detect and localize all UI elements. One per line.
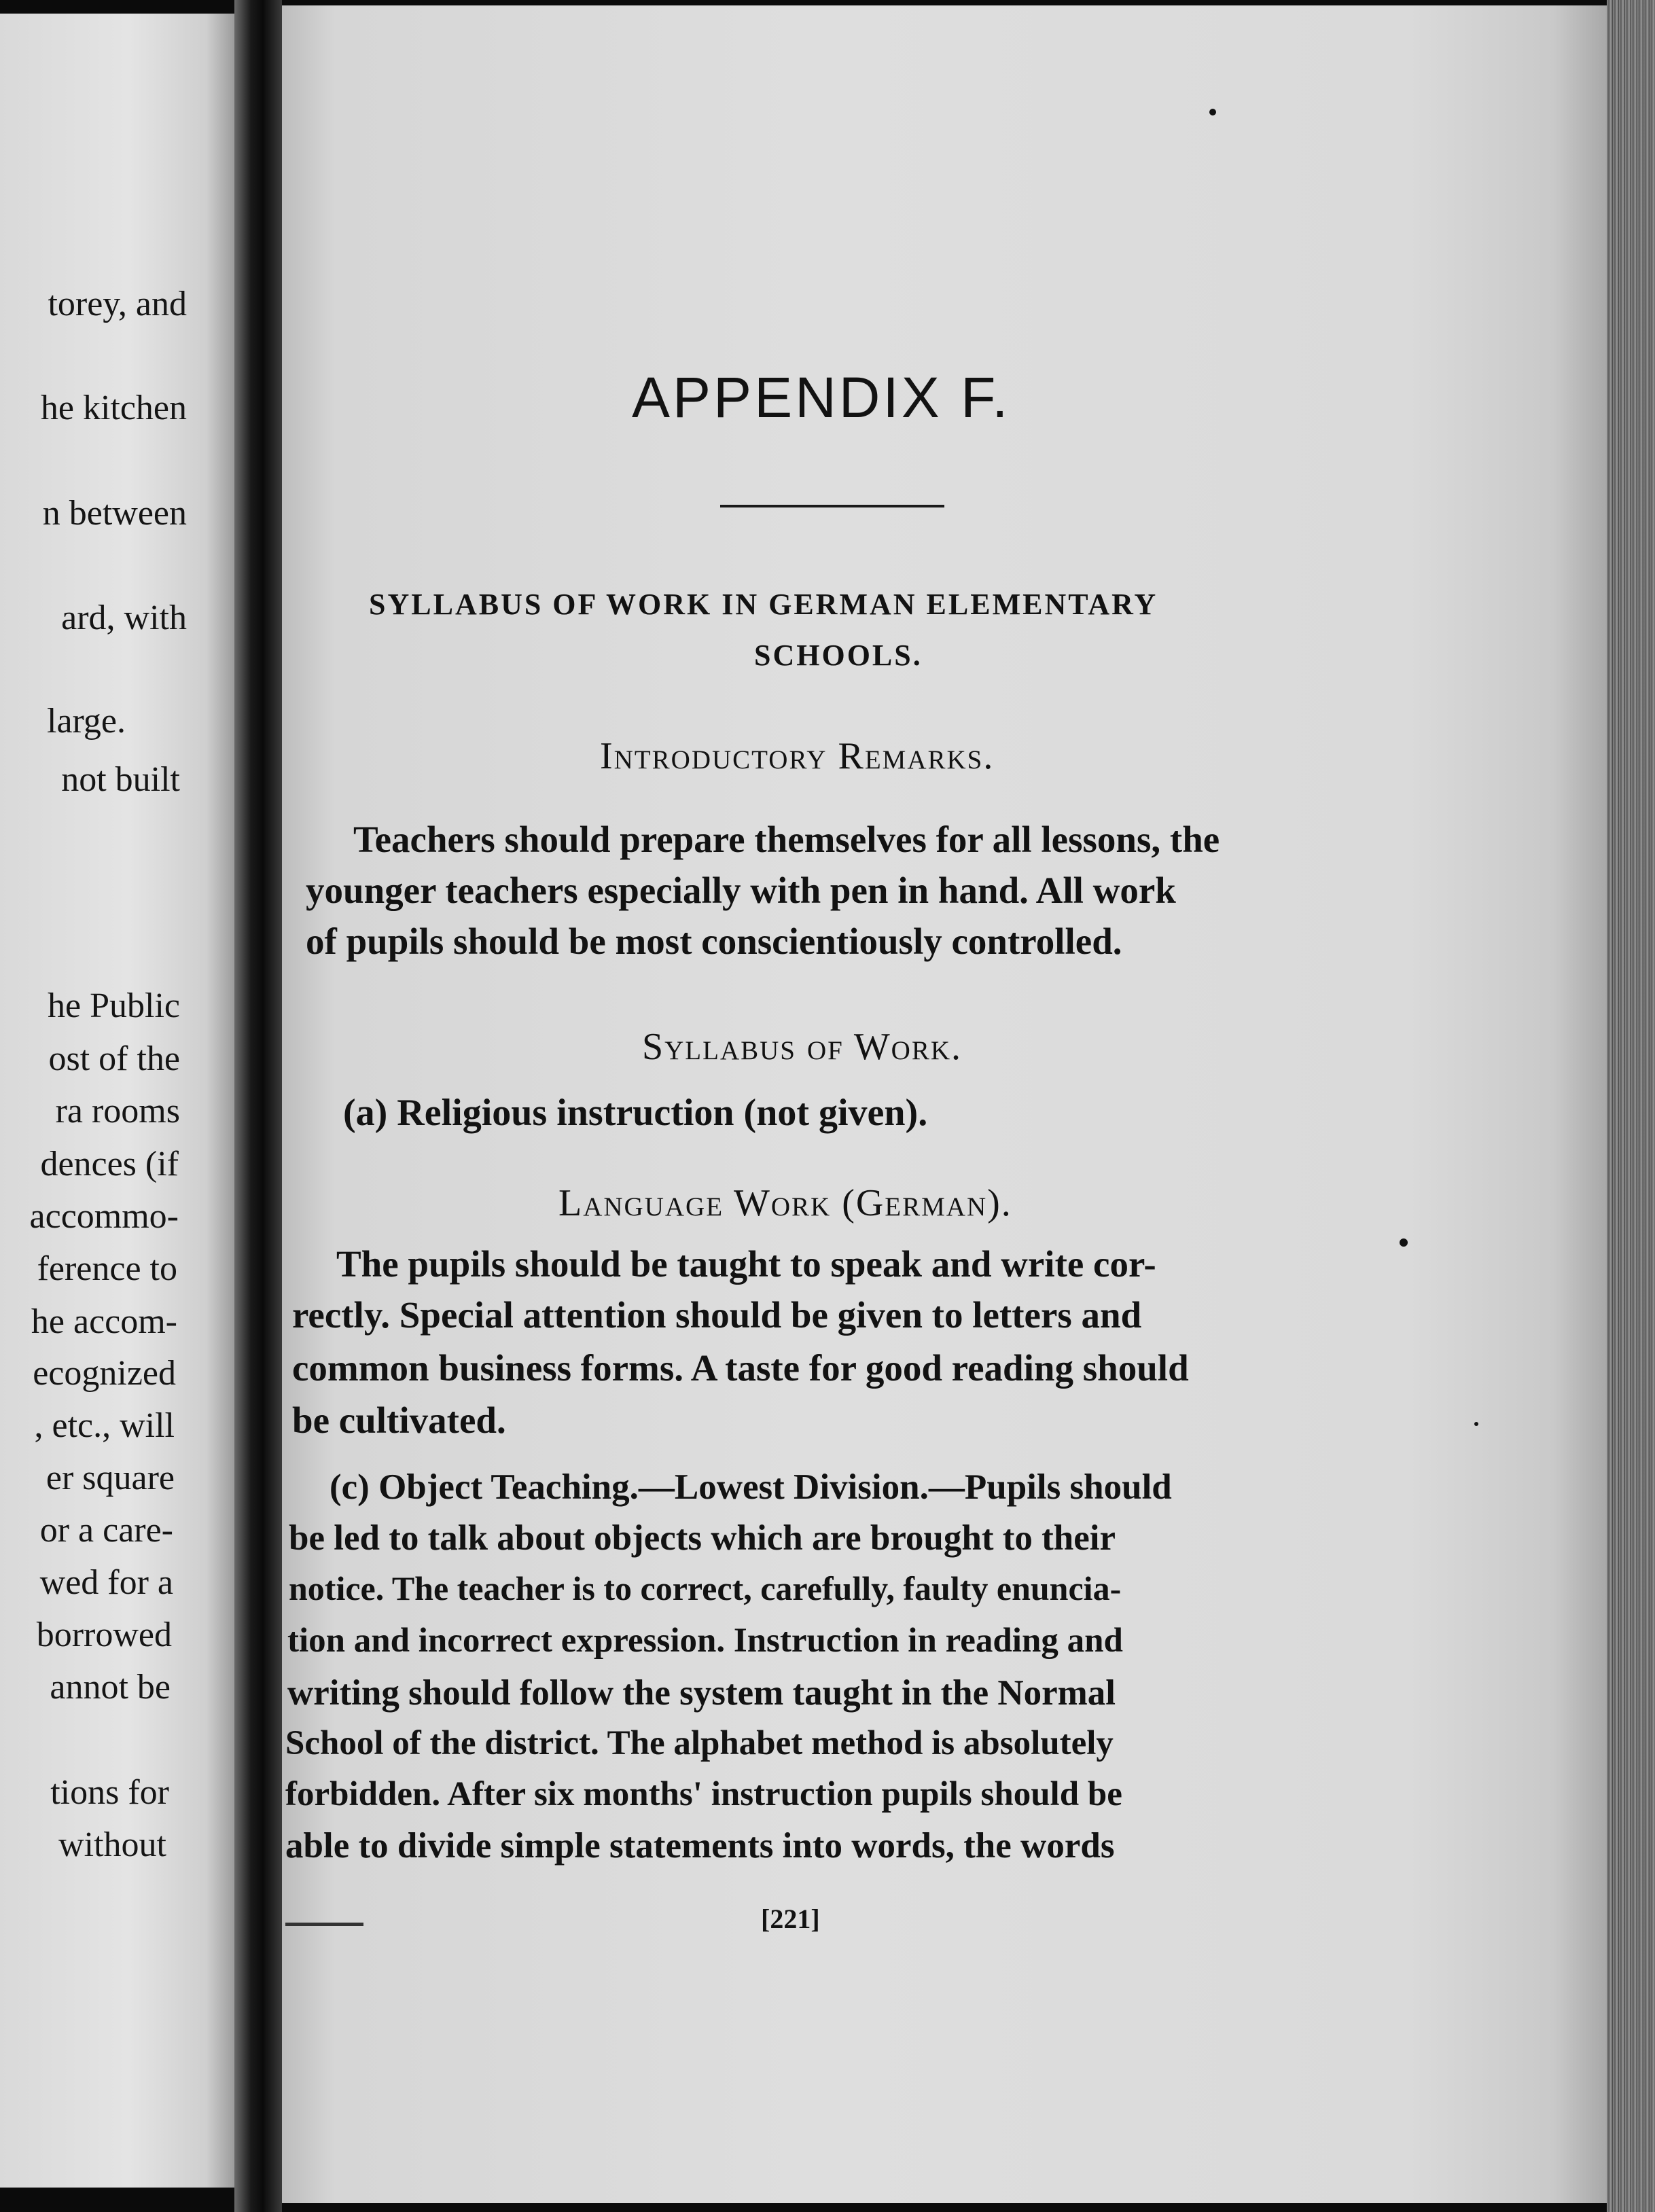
left-page-line: he kitchen — [40, 389, 187, 427]
ink-speck — [1209, 109, 1216, 115]
intro-paragraph-line: of pupils should be most conscientiously controlled. — [306, 921, 1122, 962]
book-gutter — [234, 0, 282, 2212]
left-page-line: ra rooms — [55, 1092, 180, 1130]
object-teaching-paragraph-line: tion and incorrect expression. Instruction in reading and — [287, 1622, 1123, 1660]
left-page-line: ost of the — [48, 1039, 180, 1078]
section-heading-syllabus: Syllabus of Work. — [642, 1026, 963, 1068]
syllabus-subtitle-line-1: SYLLABUS OF WORK IN GERMAN ELEMENTARY — [369, 588, 1158, 621]
left-page-line: ecognized — [33, 1354, 176, 1393]
left-page-line: , etc., will — [34, 1406, 175, 1445]
right-main-page — [282, 5, 1607, 2203]
object-teaching-paragraph-line: School of the district. The alphabet method is absolutely — [285, 1724, 1114, 1762]
left-page-line: he Public — [48, 986, 180, 1025]
left-page-line: wed for a — [39, 1563, 173, 1602]
syllabus-subtitle-line-2: SCHOOLS. — [754, 639, 923, 672]
ink-speck — [1400, 1238, 1408, 1247]
left-page-line: annot be — [50, 1668, 171, 1707]
left-page-line: large. — [47, 702, 126, 741]
object-teaching-paragraph-line: (c) Object Teaching.—Lowest Division.—Pupils should — [330, 1467, 1172, 1507]
language-paragraph-line: rectly. Special attention should be given to letters and — [292, 1294, 1142, 1336]
object-teaching-paragraph-line: able to divide simple statements into words, the words — [285, 1826, 1115, 1866]
left-page-line: he accom- — [31, 1302, 177, 1341]
left-page-line: borrowed — [36, 1616, 172, 1654]
object-teaching-paragraph-line: writing should follow the system taught in the Normal — [287, 1673, 1116, 1713]
left-facing-page — [0, 14, 234, 2188]
left-page-line: ference to — [37, 1249, 177, 1288]
appendix-title: APPENDIX F. — [632, 365, 1011, 429]
left-page-line: or a care- — [39, 1511, 173, 1550]
intro-paragraph-line: younger teachers especially with pen in hand. All work — [306, 870, 1176, 911]
left-page-line: n between — [42, 494, 187, 533]
language-paragraph-line: common business forms. A taste for good reading should — [292, 1347, 1189, 1389]
intro-paragraph-line: Teachers should prepare themselves for all lessons, the — [353, 819, 1220, 860]
left-page-line: without — [58, 1825, 166, 1864]
language-paragraph-line: The pupils should be taught to speak and write cor- — [336, 1243, 1156, 1285]
object-teaching-paragraph-line: be led to talk about objects which are brought to their — [289, 1518, 1116, 1558]
language-paragraph-line: be cultivated. — [292, 1399, 506, 1441]
left-page-line: ard, with — [61, 599, 187, 637]
page-number: [221] — [761, 1904, 820, 1934]
title-divider-rule — [720, 505, 944, 507]
stacked-page-edges — [1607, 0, 1655, 2212]
footer-smudge-mark — [285, 1923, 363, 1926]
ink-speck — [1474, 1422, 1478, 1426]
section-heading-language-work: Language Work (German). — [558, 1182, 1012, 1224]
object-teaching-paragraph-line: forbidden. After six months' instruction pupils should be — [285, 1775, 1122, 1813]
item-a-religious-instruction: (a) Religious instruction (not given). — [343, 1092, 928, 1134]
left-page-line: dences (if — [40, 1145, 179, 1183]
left-page-line: tions for — [50, 1773, 169, 1812]
left-page-line: torey, and — [48, 285, 187, 323]
object-teaching-paragraph-line: notice. The teacher is to correct, carefully, faulty enuncia- — [289, 1569, 1122, 1607]
left-page-line: accommo- — [29, 1197, 179, 1236]
section-heading-introductory: Introductory Remarks. — [600, 735, 995, 777]
left-page-line: er square — [46, 1459, 175, 1497]
left-page-line: not built — [61, 760, 180, 799]
